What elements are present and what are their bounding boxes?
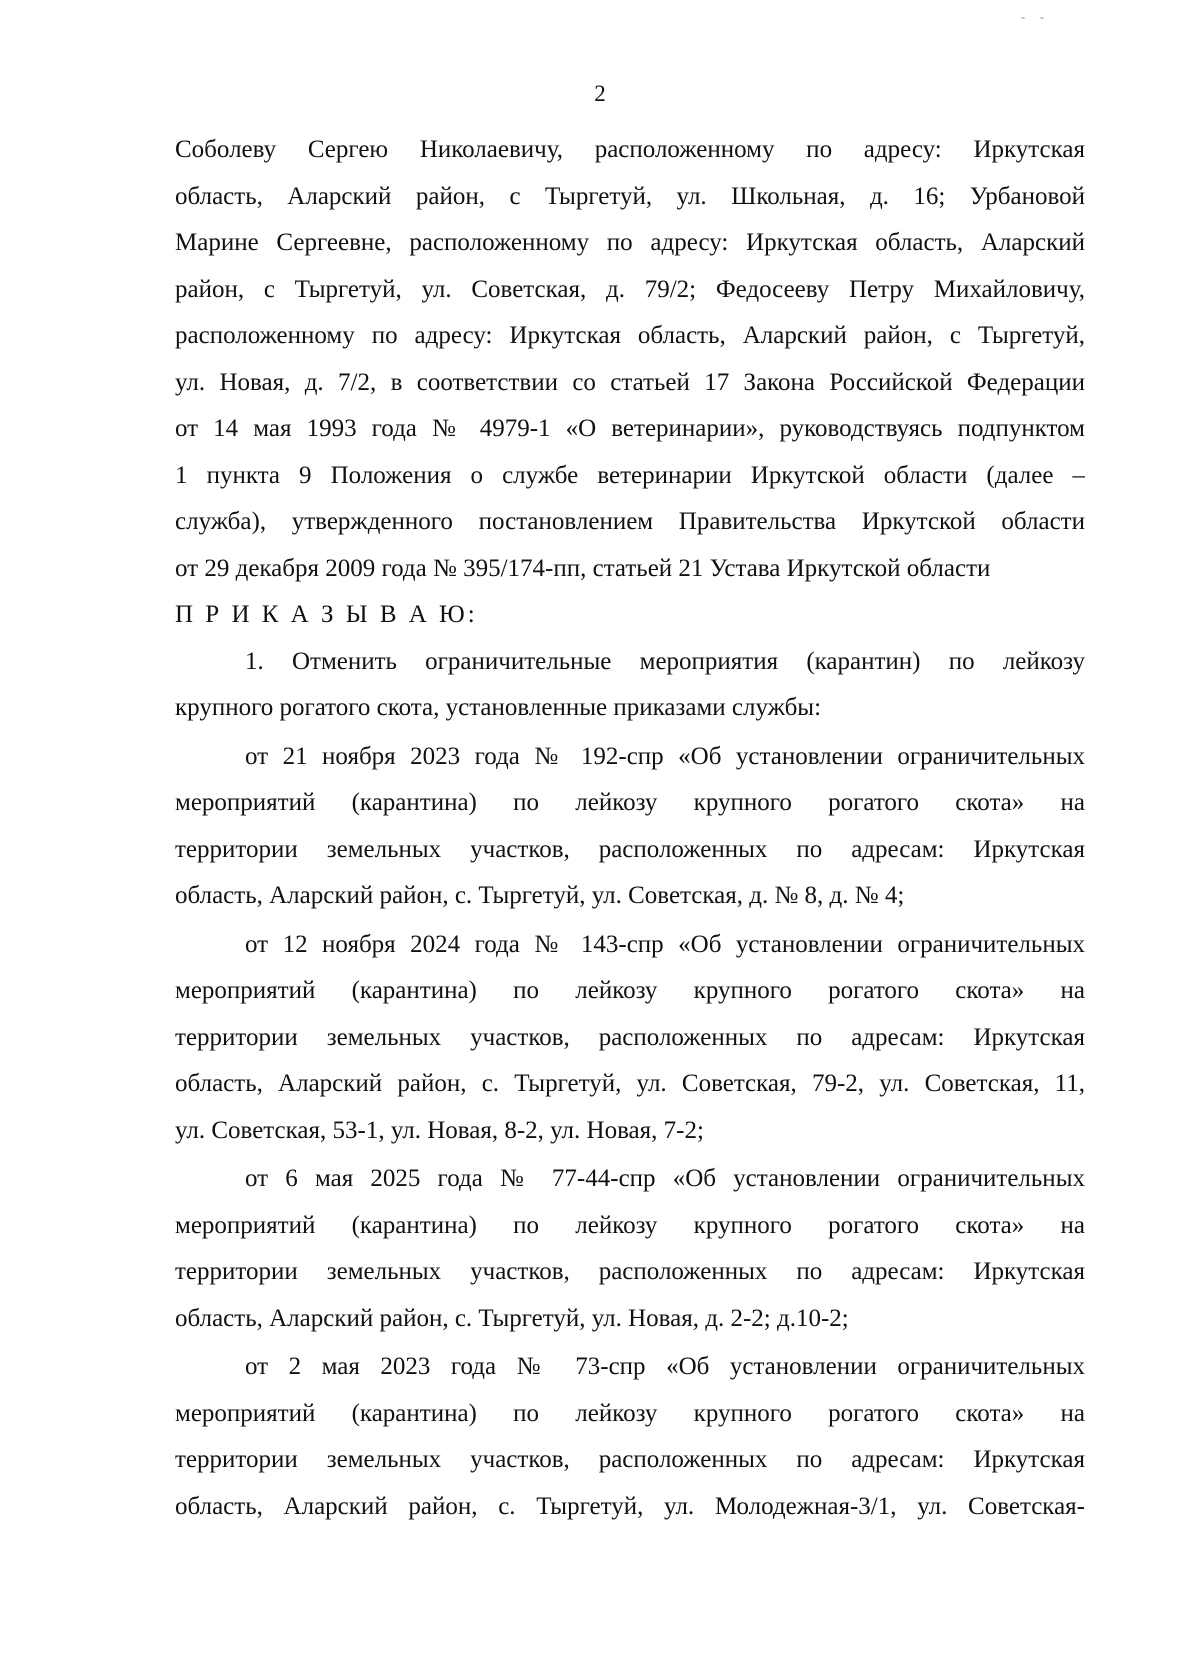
text-line: 1 пункта 9 Положения о службе ветеринарии Иркутской области (далее – — [175, 461, 1085, 489]
scan-mark: - - — [1021, 10, 1050, 24]
text-line: Марине Сергеевне, расположенному по адресу: Иркутская область, Аларский — [175, 229, 1085, 256]
text-line: область, Аларский район, с Тыргетуй, ул. Школьная, д. 16; Урбановой — [175, 182, 1085, 210]
order-reference-paragraph — [175, 1156, 1085, 1342]
text-line: расположенному по адресу: Иркутская область, Аларский район, с Тыргетуй, — [175, 322, 1085, 349]
page-number: 2 — [594, 81, 606, 106]
text-line: служба), утвержденного постановлением Правительства Иркутской области — [175, 508, 1085, 535]
text-line: мероприятий (карантина) по лейкозу крупного рогатого скота» на — [175, 789, 1085, 816]
text-line: территории земельных участков, расположенных по адресам: Иркутская — [175, 835, 1085, 863]
text-line: от 2 мая 2023 года № 73-спр «Об установлении ограничительных — [245, 1353, 1085, 1380]
text-line: район, с Тыргетуй, ул. Советская, д. 79/2; Федосееву Петру Михайловичу, — [175, 275, 1085, 303]
text-line: мероприятий (карантина) по лейкозу крупного рогатого скота» на — [175, 1399, 1085, 1427]
order-reference-paragraph — [175, 922, 1085, 1155]
text-line: 1. Отменить ограничительные мероприятия (карантин) по лейкозу — [245, 647, 1085, 675]
text-line: область, Аларский район, с. Тыргетуй, ул. Молодежная-3/1, ул. Советская- — [175, 1492, 1085, 1520]
text-line: от 6 мая 2025 года № 77-44-спр «Об установлении ограничительных — [245, 1165, 1085, 1192]
text-line: от 12 ноября 2024 года № 143-спр «Об установлении ограничительных — [245, 930, 1085, 958]
text-line: Соболеву Сергею Николаевичу, расположенному по адресу: Иркутская — [175, 136, 1085, 163]
text-line: мероприятий (карантина) по лейкозу крупного рогатого скота» на — [175, 977, 1085, 1004]
order-item-1 — [175, 639, 1085, 732]
text-line: от 14 мая 1993 года № 4979-1 «О ветеринарии», руководствуясь подпунктом — [175, 415, 1085, 442]
text-line: от 21 ноября 2023 года № 192-спр «Об установлении ограничительных — [245, 742, 1085, 770]
text-line: ул. Советская, 53-1, ул. Новая, 8-2, ул. Новая, 7-2; — [175, 1116, 704, 1144]
order-heading: П Р И К А З Ы В А Ю: — [175, 601, 478, 628]
document-body — [175, 127, 1085, 1530]
intro-paragraph — [175, 127, 1085, 592]
text-line: от 29 декабря 2009 года № 395/174-пп, статьей 21 Устава Иркутской области — [175, 554, 991, 582]
text-line: территории земельных участков, расположенных по адресам: Иркутская — [175, 1446, 1085, 1473]
text-line: территории земельных участков, расположенных по адресам: Иркутская — [175, 1258, 1085, 1285]
order-reference-paragraph — [175, 1344, 1085, 1530]
text-line: ул. Новая, д. 7/2, в соответствии со статьей 17 Закона Российской Федерации — [175, 368, 1085, 396]
text-line: область, Аларский район, с. Тыргетуй, ул. Советская, д. № 8, д. № 4; — [175, 882, 905, 909]
text-line: крупного рогатого скота, установленные приказами службы: — [175, 694, 822, 721]
text-line: область, Аларский район, с. Тыргетуй, ул. Советская, 79-2, ул. Советская, 11, — [175, 1070, 1085, 1097]
text-line: мероприятий (карантина) по лейкозу крупного рогатого скота» на — [175, 1211, 1085, 1239]
text-line: область, Аларский район, с. Тыргетуй, ул. Новая, д. 2-2; д.10-2; — [175, 1304, 849, 1332]
text-line: территории земельных участков, расположенных по адресам: Иркутская — [175, 1023, 1085, 1051]
order-reference-paragraph — [175, 734, 1085, 920]
